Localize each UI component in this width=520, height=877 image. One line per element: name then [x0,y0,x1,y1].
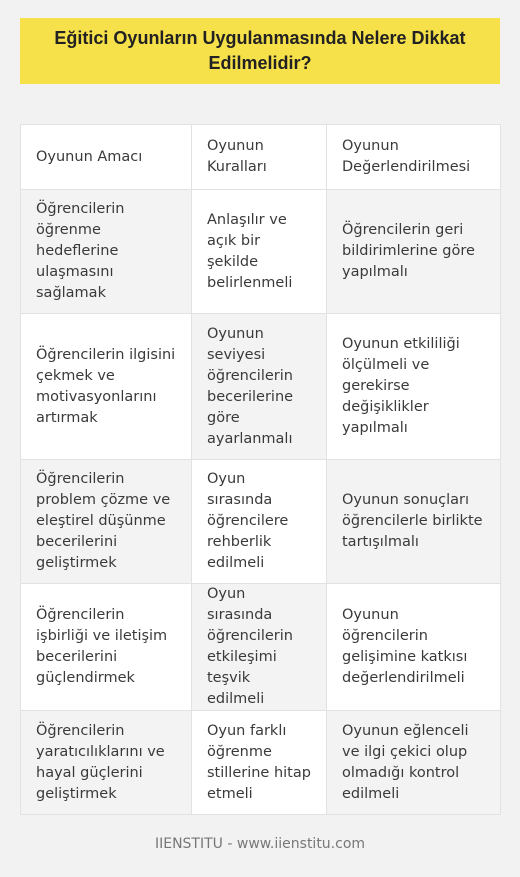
title-banner [20,18,500,84]
header-cell-rules: Oyunun Kuralları [192,125,327,190]
table-row [21,584,501,711]
table-row [21,711,501,815]
table-cell: Öğrencilerin öğrenme hedeflerine ulaşmasını sağlamak [21,190,192,314]
table-cell: Öğrencilerin problem çözme ve eleştirel düşünme becerilerini geliştirmek [21,460,192,584]
table-cell: Öğrencilerin geri bildirimlerine göre yapılmalı [327,190,501,314]
table-cell: Oyunun seviyesi öğrencilerin becerilerine göre ayarlanmalı [192,314,327,460]
table-cell: Oyunun eğlenceli ve ilgi çekici olup olmadığı kontrol edilmeli [327,711,501,815]
table-header-row [21,125,501,190]
table-row [21,314,501,460]
table-cell: Oyunun sonuçları öğrencilerle birlikte tartışılmalı [327,460,501,584]
page-title: Eğitici Oyunların Uygulanmasında Nelere Dikkat Edilmelidir? [54,28,466,73]
table-cell: Öğrencilerin ilgisini çekmek ve motivasyonlarını artırmak [21,314,192,460]
table-cell: Öğrencilerin yaratıcılıklarını ve hayal güçlerini geliştirmek [21,711,192,815]
header-cell-purpose: Oyunun Amacı [21,125,192,190]
table-cell: Oyunun öğrencilerin gelişimine katkısı değerlendirilmeli [327,584,501,711]
table-cell: Öğrencilerin işbirliği ve iletişim becerilerini güçlendirmek [21,584,192,711]
table-cell: Anlaşılır ve açık bir şekilde belirlenmeli [192,190,327,314]
table-cell: Oyun farklı öğrenme stillerine hitap etmeli [192,711,327,815]
table-cell: Oyun sırasında öğrencilerin etkileşimi teşvik edilmeli [192,584,327,711]
info-table [20,124,501,815]
header-cell-evaluation: Oyunun Değerlendirilmesi [327,125,501,190]
footer-credit: IIENSTITU - www.iienstitu.com [154,836,366,852]
table-row [21,190,501,314]
table-cell: Oyun sırasında öğrencilere rehberlik edilmeli [192,460,327,584]
table-row [21,460,501,584]
table-cell: Oyunun etkililiği ölçülmeli ve gerekirse değişiklikler yapılmalı [327,314,501,460]
